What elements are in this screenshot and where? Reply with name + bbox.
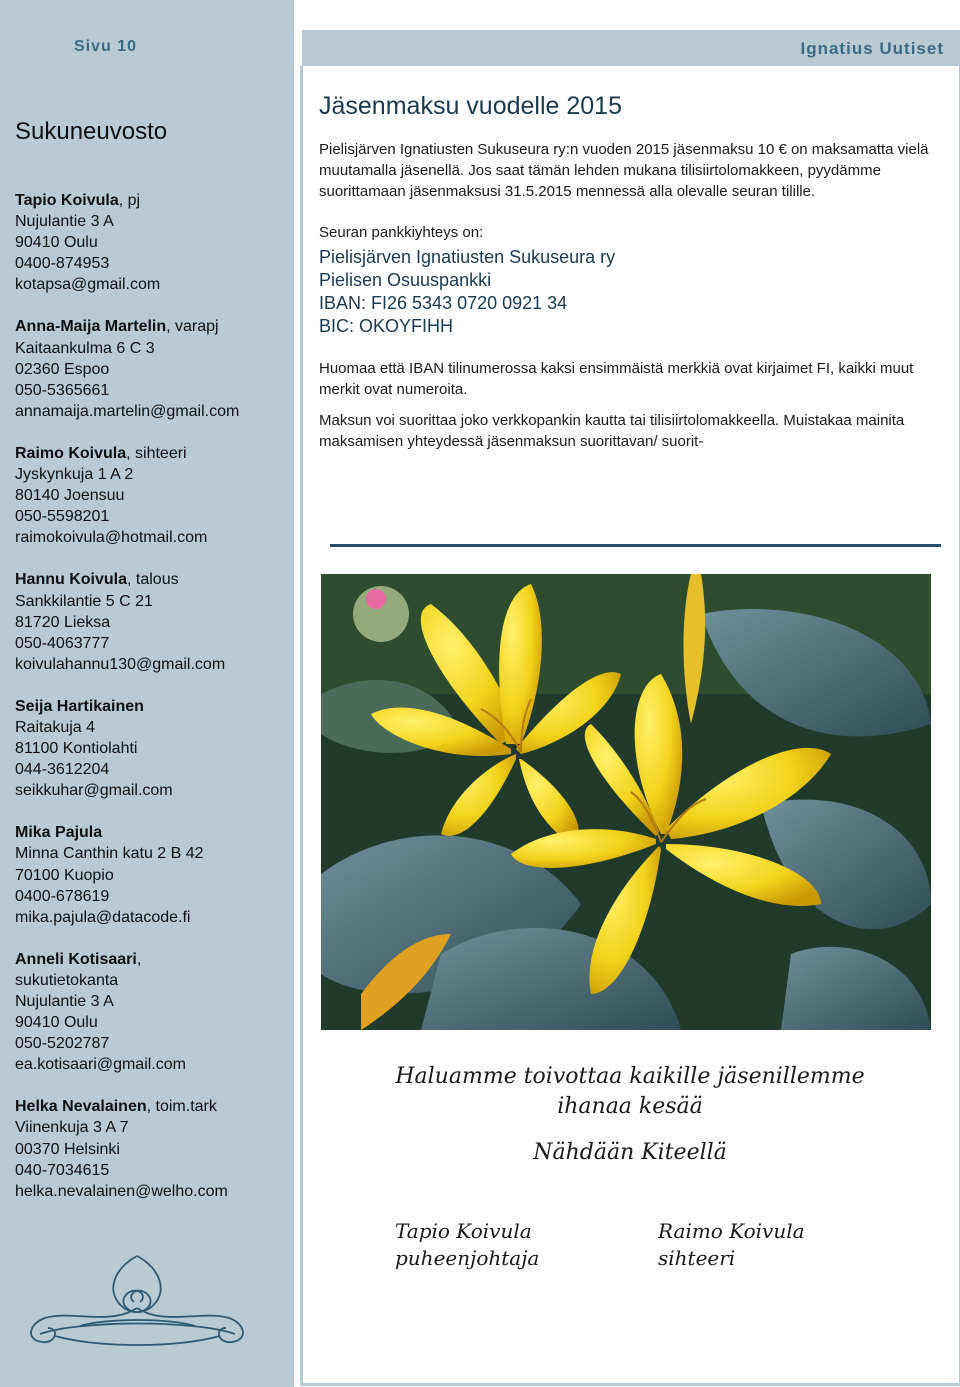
contact-role: , toim.tark	[146, 1098, 217, 1116]
bic: BIC: OKOYFIHH	[319, 316, 454, 336]
contact-card	[15, 1096, 285, 1201]
contact-heading	[15, 1096, 285, 1117]
contact-heading	[15, 190, 285, 211]
contact-line: Jyskynkuja 1 A 2	[15, 466, 134, 484]
contact-line: Kaitaankulma 6 C 3	[15, 339, 155, 357]
contact-name: Tapio Koivula	[15, 192, 119, 209]
contact-line: mika.pajula@datacode.fi	[15, 908, 191, 926]
bank-account-name: Pielisjärven Ignatiusten Sukuseura ry	[319, 247, 616, 267]
contact-heading	[15, 443, 285, 464]
contact-line: Viinenkuja 3 A 7	[15, 1119, 129, 1137]
contact-line: raimokoivula@hotmail.com	[15, 529, 208, 547]
payment-note: Maksun voi suorittaa joko verkkopankin kautta tai tilisiirtolomakkeella. Muistakaa mainita maksamisen yhteydessä jäsenmaksun suorittavan/ suorit-	[319, 412, 905, 450]
contact-line: Nujulantie 3 A	[15, 993, 114, 1010]
contact-name: Seija Hartikainen	[15, 697, 144, 715]
article	[319, 92, 939, 452]
contact-role: , varapj	[166, 318, 219, 336]
contact-line: 050-5598201	[15, 508, 110, 526]
contact-card	[15, 443, 285, 548]
page-number: Sivu 10	[74, 38, 138, 55]
contact-line: ea.kotisaari@gmail.com	[15, 1056, 186, 1074]
header-bar	[302, 30, 960, 66]
contact-line: Sankkilantie 5 C 21	[15, 592, 153, 610]
contact-line: 0400-874953	[15, 255, 110, 273]
contact-line: seikkuhar@gmail.com	[15, 782, 173, 800]
contact-card	[15, 569, 285, 674]
contact-line: helka.nevalainen@welho.com	[15, 1182, 228, 1200]
divider	[330, 544, 941, 547]
contact-line: 044-3612204	[15, 761, 110, 779]
contact-name: Anna-Maija Martelin	[15, 318, 167, 336]
contact-card	[15, 696, 285, 801]
signer-title: puheenjohtaja	[395, 1246, 540, 1270]
contact-line: 90410 Oulu	[15, 1014, 98, 1032]
bank-name: Pielisen Osuuspankki	[319, 270, 492, 290]
contact-heading	[15, 696, 285, 717]
sidebar	[0, 0, 294, 1387]
contact-line: Raitakuja 4	[15, 718, 96, 736]
contact-card	[15, 316, 285, 421]
contact-line: Minna Canthin katu 2 B 42	[15, 845, 204, 863]
contact-line: 70100 Kuopio	[15, 866, 114, 884]
article-intro: Pielisjärven Ignatiusten Sukuseura ry:n vuoden 2015 jäsenmaksu 10 € on maksamatta vielä muutamalla jäsenellä. Jos saat tämän lehden mukana tilisiirtolomakkeen, pyydämme suorittamaan jäsenmaksusi 31.5.2015 mennessä alla olevalle seuran tilille.	[319, 141, 929, 200]
iban: IBAN: FI26 5343 0720 0921 34	[319, 293, 568, 313]
contact-name: Mika Pajula	[15, 824, 103, 842]
contact-line: 90410 Oulu	[15, 234, 98, 252]
ornament-icon	[20, 1248, 255, 1358]
contact-card	[15, 822, 285, 927]
sidebar-title: Sukuneuvosto	[15, 118, 168, 145]
signer-title: sihteeri	[658, 1246, 736, 1270]
greeting	[330, 1062, 930, 1122]
bank-label: Seuran pankkiyhteys on:	[319, 224, 484, 241]
contact-line: 050-5365661	[15, 381, 110, 399]
greeting-line-1: Haluamme toivottaa kaikille jäsenillemme	[395, 1064, 865, 1089]
contact-name: Anneli Kotisaari	[15, 950, 137, 968]
contact-line: 040-7034615	[15, 1161, 110, 1179]
contact-role: , talous	[127, 571, 179, 589]
article-heading: Jäsenmaksu vuodelle 2015	[319, 92, 622, 120]
iban-note: Huomaa että IBAN tilinumerossa kaksi ensimmäistä merkkiä ovat kirjaimet FI, kaikki muut merkit ovat numeroita.	[319, 360, 914, 398]
contact-line: koivulahannu130@gmail.com	[15, 655, 226, 673]
contact-line: 050-4063777	[15, 634, 110, 652]
contact-line: 80140 Joensuu	[15, 487, 125, 505]
greeting-line-2: ihanaa kesää	[557, 1094, 703, 1119]
contact-name: Helka Nevalainen	[15, 1098, 147, 1116]
lily-photo	[321, 574, 931, 1030]
contact-line: Nujulantie 3 A	[15, 213, 114, 231]
signer-name: Raimo Koivula	[658, 1219, 805, 1243]
bank-details	[319, 246, 939, 338]
signature-chair	[395, 1218, 539, 1272]
contact-heading	[15, 822, 285, 843]
contact-heading	[15, 949, 285, 970]
contact-heading	[15, 316, 285, 337]
contact-line: sukutietokanta	[15, 971, 119, 989]
contact-name: Raimo Koivula	[15, 444, 127, 462]
contact-line: annamaija.martelin@gmail.com	[15, 402, 240, 420]
see-you-line: Nähdään Kiteellä	[533, 1140, 727, 1165]
contact-card	[15, 949, 285, 1076]
contact-role: , pj	[118, 192, 141, 209]
contact-line: 0400-678619	[15, 887, 110, 905]
contact-name: Hannu Koivula	[15, 571, 128, 589]
contact-role: , sihteeri	[126, 444, 187, 462]
contact-heading	[15, 569, 285, 590]
contact-line: 81720 Lieksa	[15, 613, 111, 631]
signature-secretary	[658, 1218, 805, 1272]
contact-line: kotapsa@gmail.com	[15, 276, 161, 294]
contact-list	[15, 190, 285, 1223]
contact-line: 00370 Helsinki	[15, 1140, 120, 1158]
contact-card	[15, 190, 285, 295]
contact-line: 02360 Espoo	[15, 360, 110, 378]
contact-role: ,	[136, 950, 142, 968]
contact-line: 81100 Kontiolahti	[15, 740, 138, 758]
signer-name: Tapio Koivula	[395, 1219, 532, 1243]
newsletter-title: Ignatius Uutiset	[800, 39, 944, 58]
contact-line: 050-5202787	[15, 1035, 110, 1053]
